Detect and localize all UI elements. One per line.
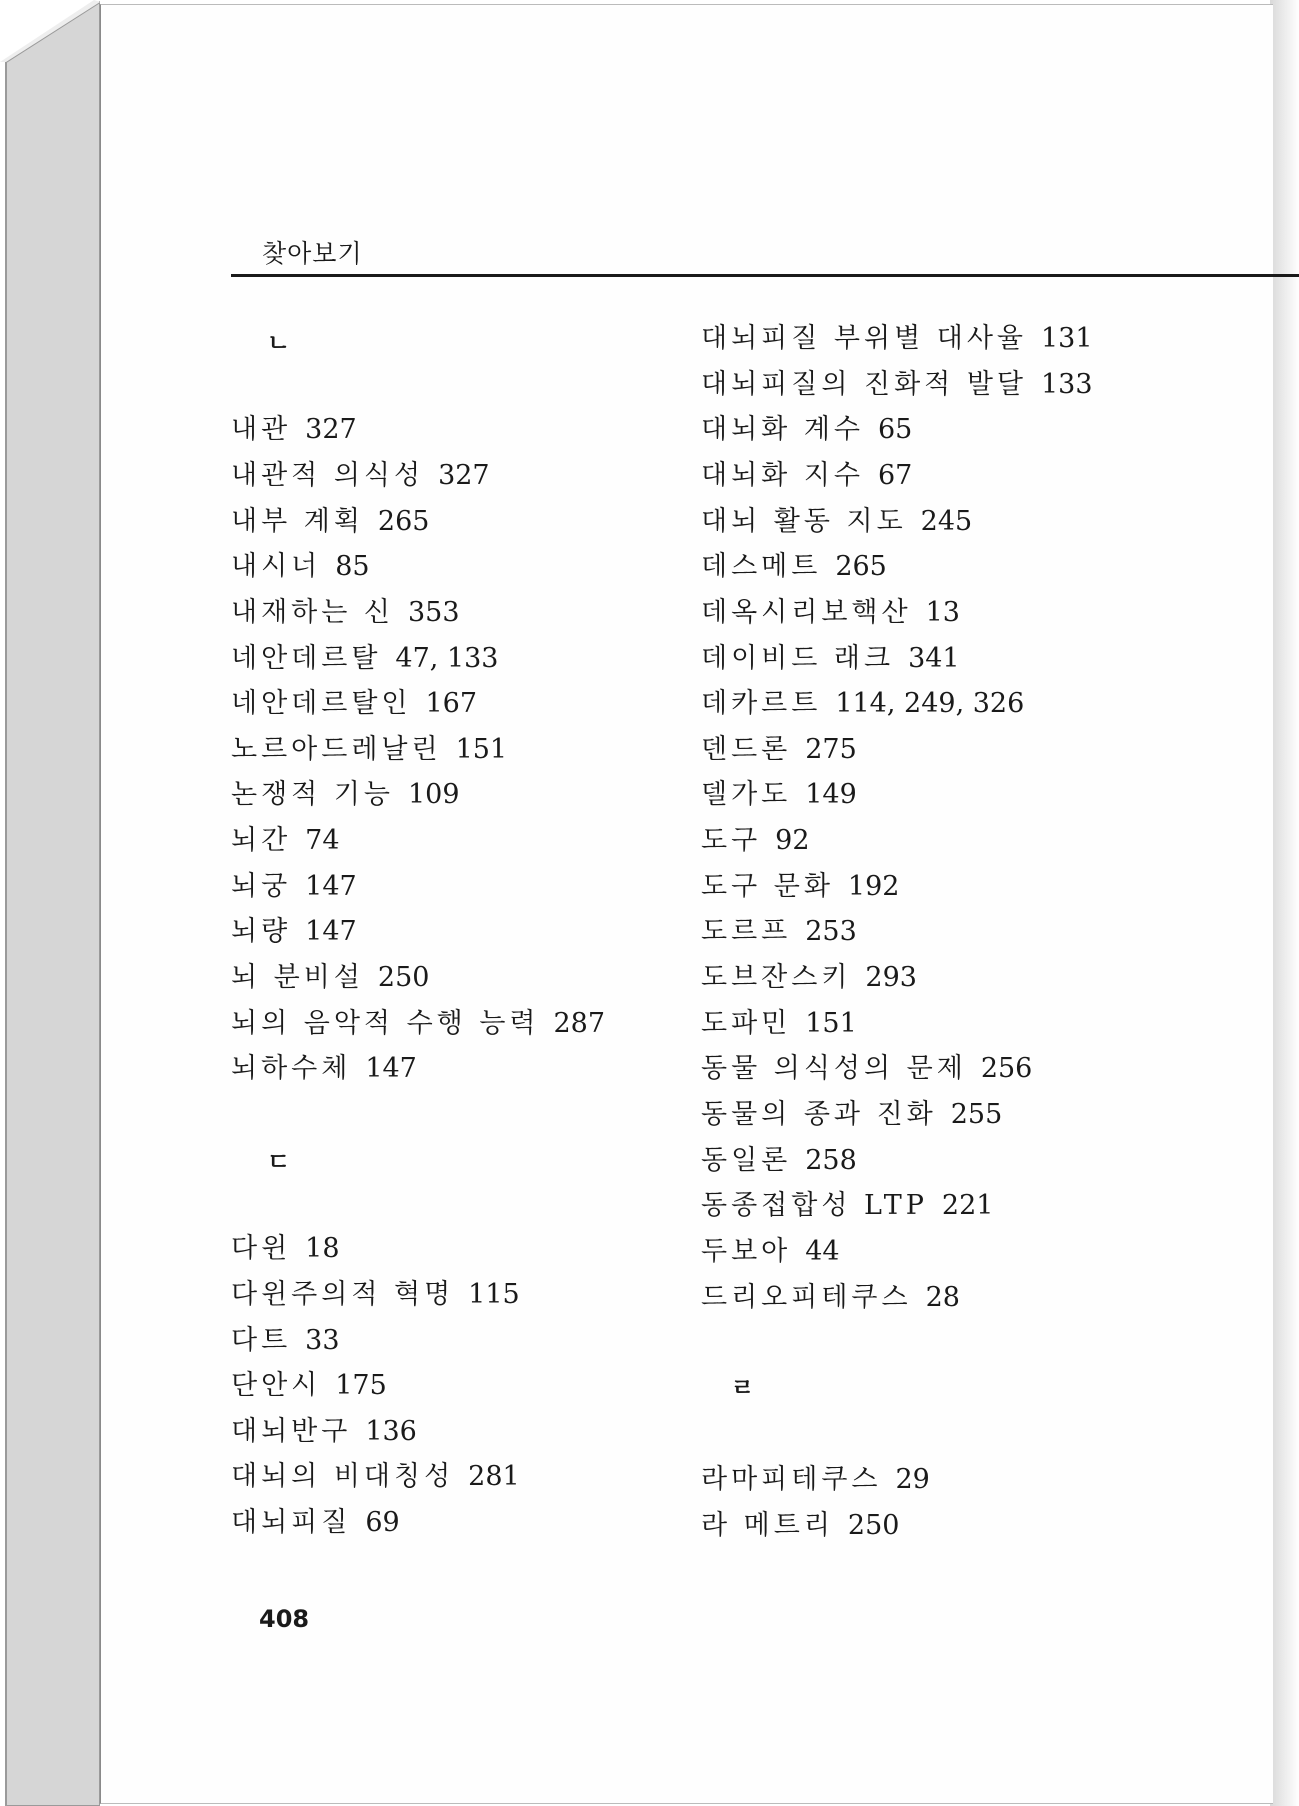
index-entry — [231, 1318, 340, 1357]
index-entry — [701, 727, 857, 766]
entry-term: 뇌간 — [231, 825, 292, 856]
entry-term: 내시너 — [231, 551, 322, 582]
entry-term: 도르프 — [701, 916, 792, 947]
entry-term: 내관 — [231, 414, 292, 445]
entry-term: 드리오피테쿠스 — [701, 1282, 912, 1313]
entry-pages: 67 — [878, 460, 913, 491]
index-entry — [231, 453, 490, 492]
index-entry — [701, 955, 917, 994]
entry-pages: 28 — [925, 1282, 960, 1313]
index-entry — [231, 499, 429, 538]
index-entry — [701, 909, 857, 948]
index-entry — [701, 316, 1093, 355]
index-entry — [231, 407, 357, 446]
index-entry — [231, 772, 460, 811]
entry-term: 데카르트 — [701, 688, 822, 719]
entry-term: 대뇌 활동 지도 — [701, 506, 907, 537]
entry-term: 대뇌화 지수 — [701, 460, 864, 491]
entry-pages: 65 — [878, 414, 913, 445]
index-entry — [701, 772, 857, 811]
entry-pages: 151 — [805, 1008, 857, 1039]
entry-pages: 109 — [408, 779, 460, 810]
entry-term: 덴드론 — [701, 734, 792, 765]
entry-term: 대뇌반구 — [231, 1416, 352, 1447]
index-entry — [231, 1500, 400, 1539]
entry-term: 두보아 — [701, 1236, 792, 1267]
entry-pages: 293 — [865, 962, 917, 993]
page-number: 408 — [259, 1605, 310, 1633]
index-entry — [701, 407, 912, 446]
entry-term: 대뇌피질 부위별 대사율 — [701, 323, 1027, 354]
entry-term: 도구 문화 — [701, 871, 834, 902]
index-entry — [701, 1183, 993, 1222]
index-entry — [701, 1001, 857, 1040]
entry-pages: 44 — [805, 1236, 840, 1267]
entry-pages: 327 — [438, 460, 490, 491]
index-entry — [231, 727, 507, 766]
entry-pages: 281 — [468, 1461, 520, 1492]
entry-term: 뇌궁 — [231, 871, 292, 902]
entry-term: 도파민 — [701, 1008, 792, 1039]
index-entry — [231, 864, 357, 903]
entry-pages: 250 — [377, 962, 430, 993]
index-entry — [231, 1454, 520, 1493]
entry-term: 노르아드레날린 — [231, 734, 442, 765]
entry-pages: 18 — [305, 1233, 340, 1264]
entry-pages: 250 — [847, 1510, 900, 1541]
index-entry — [231, 681, 477, 720]
index-entry — [231, 1272, 520, 1311]
entry-pages: 255 — [950, 1099, 1003, 1130]
entry-pages: 114, 249, 326 — [835, 688, 1025, 719]
entry-term: 데옥시리보핵산 — [701, 597, 912, 628]
entry-pages: 13 — [925, 597, 960, 628]
index-entry — [231, 1363, 387, 1402]
entry-term: 동일론 — [701, 1145, 792, 1176]
entry-term: 라마피테쿠스 — [701, 1464, 882, 1495]
index-entry — [231, 1001, 605, 1040]
index-entry — [701, 1092, 1002, 1131]
index-entry — [701, 1046, 1032, 1085]
entry-pages: 275 — [805, 734, 857, 765]
entry-pages: 85 — [335, 551, 370, 582]
section-letter-d: ㄷ — [267, 1148, 291, 1176]
index-entry — [701, 1457, 930, 1496]
entry-term: 단안시 — [231, 1370, 322, 1401]
index-entry — [701, 681, 1024, 720]
entry-pages: 341 — [908, 643, 960, 674]
entry-pages: 175 — [335, 1370, 387, 1401]
entry-term: 뇌의 음악적 수행 능력 — [231, 1008, 540, 1039]
index-entry — [231, 1409, 417, 1448]
entry-term: 네안데르탈인 — [231, 688, 412, 719]
entry-pages: 265 — [377, 506, 430, 537]
index-entry — [701, 362, 1093, 401]
index-entry — [701, 499, 972, 538]
entry-term: 데이비드 래크 — [701, 643, 895, 674]
entry-pages: 74 — [305, 825, 340, 856]
section-letter-n: ㄴ — [267, 329, 291, 357]
entry-term: 동물의 종과 진화 — [701, 1099, 937, 1130]
entry-term: 뇌하수체 — [231, 1053, 352, 1084]
entry-pages: 253 — [805, 916, 857, 947]
entry-pages: 151 — [455, 734, 508, 765]
entry-term: 뇌 분비설 — [231, 962, 364, 993]
entry-pages: 245 — [920, 506, 973, 537]
entry-term: 논쟁적 기능 — [231, 779, 394, 810]
running-head: 찾아보기 — [262, 239, 363, 268]
index-entry — [231, 818, 340, 857]
page-edge-shadow — [1270, 0, 1299, 1806]
entry-pages: 149 — [805, 779, 857, 810]
entry-pages: 353 — [408, 597, 460, 628]
header-rule — [231, 274, 1299, 277]
index-entry — [701, 864, 899, 903]
entry-term: 다트 — [231, 1325, 292, 1356]
entry-pages: 221 — [941, 1190, 994, 1221]
entry-term: 동물 의식성의 문제 — [701, 1053, 967, 1084]
entry-pages: 287 — [553, 1008, 606, 1039]
entry-pages: 192 — [847, 871, 900, 902]
entry-pages: 69 — [365, 1507, 400, 1538]
entry-pages: 33 — [305, 1325, 340, 1356]
entry-term: 대뇌화 계수 — [701, 414, 864, 445]
entry-term: 델가도 — [701, 779, 792, 810]
entry-pages: 136 — [365, 1416, 417, 1447]
entry-pages: 147 — [305, 871, 357, 902]
index-entry — [701, 1229, 840, 1268]
section-letter-r: ㄹ — [731, 1374, 755, 1402]
index-entry — [231, 1226, 340, 1265]
index-entry — [701, 544, 887, 583]
index-entry — [701, 1275, 960, 1314]
entry-pages: 47, 133 — [395, 643, 499, 674]
entry-term: 내재하는 신 — [231, 597, 394, 628]
entry-pages: 133 — [1041, 369, 1093, 400]
entry-term: 도브잔스키 — [701, 962, 852, 993]
entry-term: 도구 — [701, 825, 762, 856]
entry-pages: 147 — [305, 916, 357, 947]
entry-term: 내관적 의식성 — [231, 460, 425, 491]
index-entry — [701, 818, 810, 857]
index-entry — [231, 590, 460, 629]
entry-pages: 92 — [775, 825, 810, 856]
entry-pages: 29 — [895, 1464, 930, 1495]
entry-pages: 167 — [425, 688, 478, 719]
entry-term: 대뇌피질의 진화적 발달 — [701, 369, 1027, 400]
entry-pages: 147 — [365, 1053, 417, 1084]
entry-term: 다윈 — [231, 1233, 292, 1264]
index-entry — [701, 636, 960, 675]
entry-pages: 327 — [305, 414, 357, 445]
index-entry — [701, 453, 912, 492]
entry-term: 뇌량 — [231, 916, 292, 947]
entry-term: 동종접합성 LTP — [701, 1190, 928, 1221]
index-entry — [231, 909, 357, 948]
index-entry — [231, 544, 370, 583]
index-entry — [701, 1138, 857, 1177]
entry-term: 네안데르탈 — [231, 643, 382, 674]
entry-term: 대뇌의 비대칭성 — [231, 1461, 455, 1492]
index-entry — [231, 955, 429, 994]
entry-term: 내부 계획 — [231, 506, 364, 537]
index-entry — [701, 590, 960, 629]
entry-term: 다윈주의적 혁명 — [231, 1279, 455, 1310]
index-entry — [231, 636, 498, 675]
entry-pages: 265 — [835, 551, 887, 582]
entry-pages: 256 — [980, 1053, 1033, 1084]
entry-pages: 258 — [805, 1145, 857, 1176]
entry-term: 라 메트리 — [701, 1510, 834, 1541]
entry-pages: 115 — [468, 1279, 520, 1310]
entry-term: 데스메트 — [701, 551, 822, 582]
book-spine — [0, 0, 100, 1806]
entry-term: 대뇌피질 — [231, 1507, 352, 1538]
index-entry — [231, 1046, 417, 1085]
index-entry — [701, 1503, 899, 1542]
entry-pages: 131 — [1041, 323, 1093, 354]
page-sheet — [100, 4, 1273, 1804]
